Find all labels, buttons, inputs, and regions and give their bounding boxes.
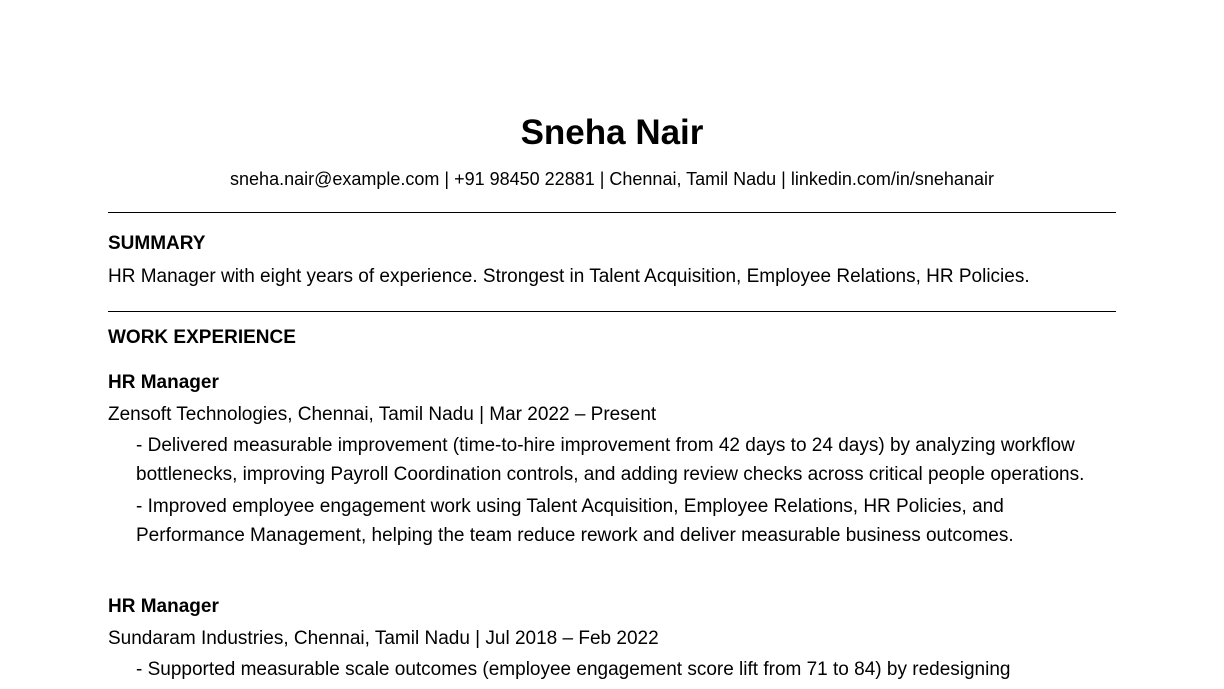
candidate-name: Sneha Nair	[520, 113, 704, 152]
job-title: HR Manager	[108, 372, 219, 393]
summary-text: HR Manager with eight years of experience. Strongest in Talent Acquisition, Employee Relations, HR Policies.	[108, 266, 1030, 287]
job-bullet: - Supported measurable scale outcomes (employee engagement score lift from 71 to 84) by redesigning	[136, 659, 1011, 680]
contact-line: sneha.nair@example.com | +91 98450 22881 | Chennai, Tamil Nadu | linkedin.com/in/snehanair	[230, 169, 994, 189]
job-title: HR Manager	[108, 596, 219, 617]
job-bullet: - Improved employee engagement work using Talent Acquisition, Employee Relations, HR Policies, and Performance Management, helping the team reduce rework and deliver measurable business outcomes.	[136, 496, 1014, 546]
job-entry	[108, 595, 1116, 689]
section-divider	[108, 212, 1116, 213]
job-entry	[108, 371, 1116, 554]
job-company-dates: Zensoft Technologies, Chennai, Tamil Nadu | Mar 2022 – Present	[108, 404, 657, 425]
work-experience-heading: WORK EXPERIENCE	[108, 327, 296, 348]
summary-heading: SUMMARY	[108, 233, 206, 254]
section-divider	[108, 311, 1116, 312]
job-company-dates: Sundaram Industries, Chennai, Tamil Nadu | Jul 2018 – Feb 2022	[108, 628, 659, 649]
job-bullets	[136, 656, 1116, 685]
job-bullet: - Delivered measurable improvement (time-to-hire improvement from 42 days to 24 days) by analyzing workflow bottlenecks, improving Payroll Coordination controls, and adding review checks across critical people operations.	[136, 435, 1085, 485]
job-bullets	[136, 432, 1116, 550]
